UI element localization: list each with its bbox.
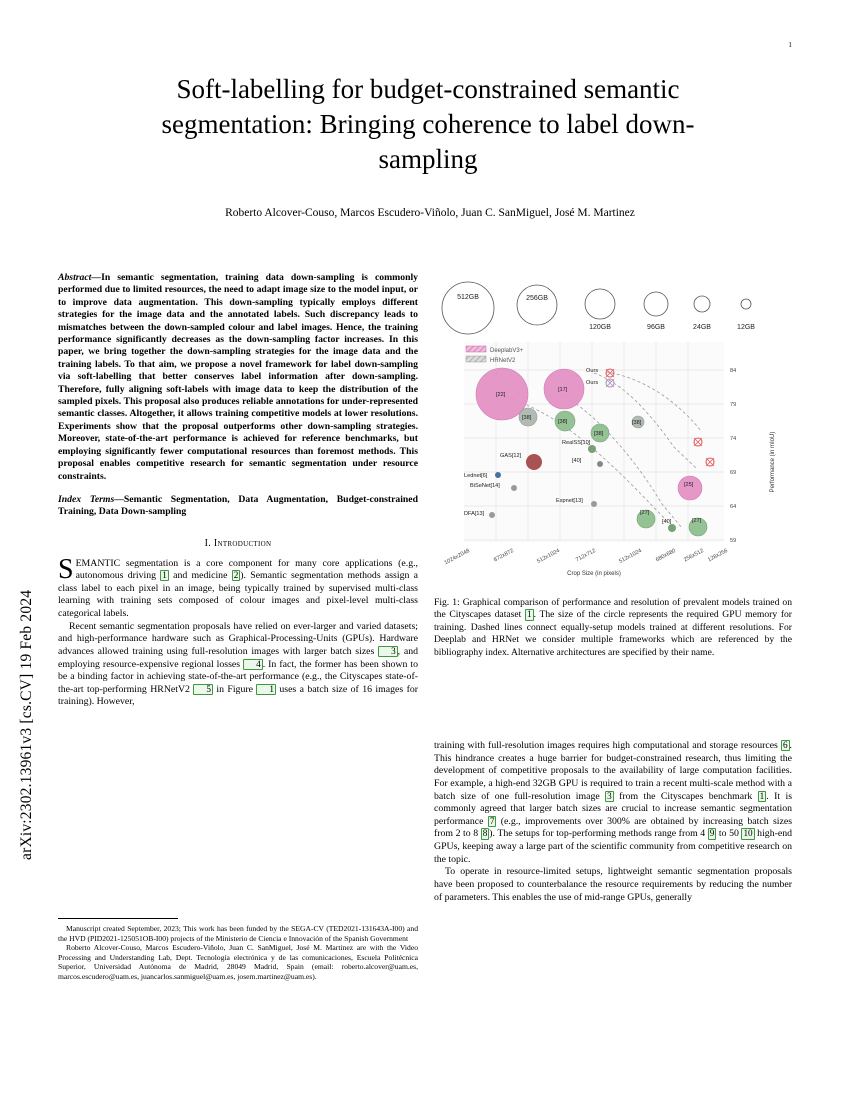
data-point-label: RealSS[10] bbox=[562, 440, 591, 446]
data-point-label: [38] bbox=[558, 419, 568, 425]
intro-paragraph-2 bbox=[58, 621, 418, 709]
intro-p1-a: EMANTIC segmentation is a core component for many core applications (e.g., autonomous driving bbox=[75, 557, 418, 582]
page-title: Soft-labelling for budget-constrained semantic segmentation: Bringing coherence to label down-sampling bbox=[161, 74, 695, 175]
data-point bbox=[591, 501, 597, 507]
data-point-label: [40] bbox=[572, 458, 582, 464]
citation-link[interactable]: 2 bbox=[233, 570, 239, 581]
data-point-label: [27] bbox=[640, 510, 650, 516]
r1-a: training with full-resolution images requires high computational and storage resources bbox=[434, 740, 781, 751]
citation-link[interactable]: 8 bbox=[482, 828, 488, 839]
data-point-label: [38] bbox=[594, 431, 604, 437]
data-point bbox=[597, 461, 603, 467]
citation-link[interactable]: 1 bbox=[526, 609, 532, 620]
page-number: 1 bbox=[788, 40, 792, 49]
intro-p2-e: uses a batch size of 16 images for training). However, bbox=[58, 683, 418, 708]
data-point-label: Ours bbox=[586, 380, 599, 386]
figure-1-caption bbox=[434, 597, 792, 659]
intro-p2-b: , and employing resource-expensive regional losses bbox=[58, 645, 418, 670]
footnote-funding: Manuscript created September, 2023; This work has been funded by the SEGA-CV (TED2021-131643A-I00) and the HVD (PID2021-125051OB-I00) projects of the Ministerio de Ciencia e Innovación of the Spanish Government bbox=[58, 924, 418, 943]
data-point-label: DFA[13] bbox=[464, 511, 485, 517]
intro-p2-d: in Figure bbox=[212, 683, 257, 695]
footnote-block bbox=[58, 924, 418, 981]
data-point bbox=[588, 445, 596, 453]
x-tick: 1024x2048 bbox=[443, 548, 471, 567]
figure-caption-a: Graphical comparison of performance and resolution of prevalent models trained on the Cityscapes dataset bbox=[434, 597, 792, 621]
data-point-label: [17] bbox=[558, 387, 568, 393]
data-point-label: [40] bbox=[662, 519, 672, 525]
x-tick: 680x680 bbox=[655, 548, 677, 564]
x-tick: 256x512 bbox=[683, 548, 705, 564]
intro-p1-b: and medicine bbox=[168, 570, 232, 582]
citation-link[interactable]: 3 bbox=[607, 790, 612, 801]
x-tick: 512x1024 bbox=[618, 548, 643, 565]
data-point-label: Lednet[6] bbox=[464, 473, 488, 479]
intro-p2-a: Recent semantic segmentation proposals have relied on ever-larger and varied datasets; and high-performance hardware such as Graphical-Processing-Units (GPUs). Hardware advances allowed training using full-resolution images with larger batch sizes bbox=[58, 620, 418, 657]
abstract bbox=[58, 272, 418, 483]
mem-legend-label: 120GB bbox=[589, 324, 611, 331]
y-tick: 59 bbox=[730, 538, 737, 544]
data-point bbox=[511, 485, 517, 491]
r1-d: . It is commonly agreed that larger batch sizes are crucial to increase semantic segmentation performance bbox=[434, 790, 793, 827]
citation-link[interactable]: 10 bbox=[743, 828, 753, 839]
figure-reference[interactable]: 1 bbox=[256, 684, 276, 695]
data-point-label: [38] bbox=[632, 420, 642, 426]
y-axis-ticks bbox=[730, 368, 736, 544]
data-point-label: GAS[12] bbox=[500, 453, 522, 459]
intro-p1-c: ). Semantic segmentation methods assign a class label to each pixel in an image, being typically trained by supervised multi-class learning with training sets composed of colour images and pixel-level multi-class categorical labels. bbox=[58, 570, 418, 620]
y-tick: 84 bbox=[730, 368, 737, 374]
author-list: Roberto Alcover-Couso, Marcos Escudero-Viñolo, Juan C. SanMiguel, José M. Martinez bbox=[225, 207, 635, 219]
index-terms-text: Semantic Segmentation, Data Augmentation, Budget-constrained Training, Data Down-sampling bbox=[58, 493, 418, 518]
abstract-text: In semantic segmentation, training data down-sampling is commonly performed due to limited resources, the need to adapt image size to the model input, or to improve data augmentation. This down-sampling typically employs different strategies for the image data and the annotated labels. Such discrepancy leads to mismatches between the down-sampled colour and label images. Hence, the training performance significantly decreases as the down-sampling factor increases. In this paper, we bring together the down-sampling strategies for the image data and the training labels. To that aim, we propose a novel framework for label down-sampling via soft-labelling that better conserves label information after down-sampling. Therefore, fully aligning soft-labels with image data to keep the distribution of the sampled pixels. This proposal also produces reliable annotations for under-represented semantic classes. Altogether, it allows training competitive models at lower resolutions. Experiments show that the proposal outperforms other down-sampling strategies. Moreover, state-of-the-art performance is achieved for reference benchmarks, but employing significantly fewer computational resources than foremost methods. This proposal enables competitive research for semantic segmentation under resource constraints. bbox=[58, 272, 418, 482]
citation-link[interactable]: 1 bbox=[162, 570, 167, 581]
r1-c: from the Cityscapes benchmark bbox=[613, 790, 758, 802]
legend-label-hrnet: HRNetV2 bbox=[490, 358, 516, 364]
memory-size-legend bbox=[442, 282, 755, 334]
r1-h: high-end GPUs, keeping away a large part of the scientific community from competitive research on the topic. bbox=[434, 828, 793, 865]
section-heading-introduction: I. Introduction bbox=[204, 537, 272, 549]
right-paragraph-2: To operate in resource-limited setups, lightweight semantic segmentation proposals have been proposed to counterbalance the resource requirements by reducing the number of parameters. This enables the use of mid-range GPUs, generally bbox=[434, 866, 792, 903]
data-point bbox=[526, 454, 542, 470]
abstract-lead: Abstract— bbox=[58, 272, 102, 283]
x-tick: 872x872 bbox=[493, 548, 515, 564]
data-point-label: [27] bbox=[692, 518, 702, 524]
data-point-label: [38] bbox=[522, 415, 532, 421]
mem-legend-label: 256GB bbox=[526, 295, 548, 302]
x-axis-ticks bbox=[444, 548, 729, 566]
data-point-label: [22] bbox=[496, 392, 506, 398]
citation-link[interactable]: 5 bbox=[193, 684, 213, 695]
right-paragraph-1 bbox=[434, 740, 792, 866]
citation-link[interactable]: 7 bbox=[489, 815, 495, 826]
data-point-label: Ours bbox=[586, 368, 599, 374]
y-tick: 79 bbox=[730, 402, 737, 408]
figure-label: Fig. 1: bbox=[434, 597, 460, 608]
r1-f: ). The setups for top-performing methods range from 4 bbox=[489, 828, 708, 840]
arxiv-stamp: arXiv:2302.13961v3 [cs.CV] 19 Feb 2024 bbox=[18, 589, 35, 860]
data-point-label: BiSeNet[14] bbox=[470, 483, 500, 489]
y-axis-label: Performance (in mIoU) bbox=[770, 431, 776, 493]
intro-paragraph-1 bbox=[58, 553, 418, 621]
index-terms bbox=[58, 494, 418, 519]
intro-p2-c: . In fact, the former has been shown to be a binding factor in achieving state-of-the-art performance (e.g., the Cityscapes state-of-the-art top-performing HRNetV2 bbox=[58, 658, 418, 695]
data-point bbox=[678, 476, 702, 500]
data-point bbox=[668, 524, 676, 532]
mem-legend-label: 12GB bbox=[737, 324, 755, 331]
data-point-label: [25] bbox=[684, 482, 694, 488]
x-tick: 712x712 bbox=[575, 548, 597, 564]
index-terms-lead: Index Terms— bbox=[58, 493, 124, 505]
citation-link[interactable]: 4 bbox=[243, 659, 263, 670]
r1-b: . This hindrance creates a huge barrier for budget-constrained research, thus limiting the development of competitive proposals to the availability of large computation facilities. For example, a high-end 32GB GPU is required to train a recent multi-scale method with a batch size of one full-resolution image bbox=[434, 740, 792, 802]
x-tick: 128x256 bbox=[707, 548, 729, 564]
r1-g: to 50 bbox=[716, 828, 742, 840]
y-tick: 69 bbox=[730, 470, 737, 476]
legend-label-deeplab: DeeplabV3+ bbox=[490, 348, 524, 354]
mem-legend-label: 512GB bbox=[457, 294, 479, 301]
mem-legend-label: 24GB bbox=[693, 324, 711, 331]
y-tick: 64 bbox=[730, 504, 737, 510]
left-column bbox=[58, 272, 418, 709]
footnote-affiliation: Roberto Alcover-Couso, Marcos Escudero-Viñolo, Juan C. SanMiguel, José M. Martinez are with the Video Processing and Understanding Lab, Dept. Tecnología electrónica y de las comunicaciones, Escuela Politécnica Superior, Universidad Autónoma de Madrid, 28049 Madrid, Spain (email: roberto.alcover@uam.es, marcos.escudero@uam.es, juancarlos.sanmiguel@uam.es, josem.martinez@uam.es). bbox=[58, 943, 418, 981]
mem-legend-label: 96GB bbox=[647, 324, 665, 331]
footnote-divider bbox=[58, 918, 178, 919]
citation-link[interactable]: 9 bbox=[709, 828, 715, 839]
figure-caption-b: . The size of the circle represents the required GPU memory for training. Dashed lines connect equally-setup models trained at different resolutions. For Deeplab and HRNet we consider multiple frameworks which are referenced by the bibliography index. Alternative architectures are specified by their name. bbox=[434, 609, 793, 658]
right-column bbox=[434, 740, 792, 904]
data-point bbox=[489, 512, 495, 518]
data-point bbox=[495, 472, 501, 478]
r1-e: (e.g., improvements over 300% are obtained by increasing batch sizes from 2 to 8 bbox=[434, 815, 793, 840]
x-tick: 512x1024 bbox=[536, 548, 561, 565]
citation-link[interactable]: 1 bbox=[759, 790, 765, 801]
data-point-label: Espnet[13] bbox=[556, 498, 583, 504]
y-tick: 74 bbox=[730, 436, 737, 442]
x-axis-label: Crop Size (in pixels) bbox=[567, 571, 621, 577]
drop-cap: S bbox=[58, 553, 74, 585]
figure-1-chart bbox=[434, 272, 792, 592]
figure-1 bbox=[434, 272, 792, 592]
citation-link[interactable]: 6 bbox=[782, 740, 788, 750]
citation-link[interactable]: 3 bbox=[378, 646, 398, 657]
